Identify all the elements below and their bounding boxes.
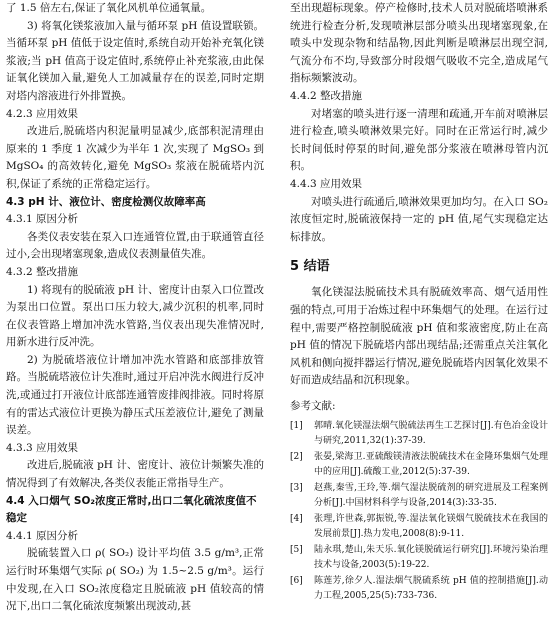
reference-number: [5] xyxy=(290,545,303,556)
reference-item xyxy=(290,450,548,479)
reference-text: 陆永琪,楚山,朱天乐.氧化镁脱硫运行研究[J].环境污染治理技术与设备,2003(5):19-22. xyxy=(314,545,548,570)
reference-number: [3] xyxy=(290,483,303,494)
paragraph: 对喷头进行疏通后,喷淋效果更加均匀。在入口 SO₂浓度恒定时,脱硫液保持一定的 pH 值,尾气实现稳定达标排放。 xyxy=(290,195,548,243)
reference-number: [1] xyxy=(290,421,303,432)
reference-text: 陈莲芳,徐夕人.湿法烟气脱硫系统 pH 值的控制措施[J].动力工程,2005,25(5):733-736. xyxy=(314,576,548,601)
reference-number: [2] xyxy=(290,452,303,463)
subsection-heading: 4.4.2 整改措施 xyxy=(290,89,363,102)
paragraph: 2) 为脱硫塔液位计增加冲洗水管路和底部排放管路。当脱硫塔液位计失准时,通过开启冲洗水阀进行反冲洗,或通过打开液位计底部连通管废排阀排液。同时将原有的雷达式液位计更换为静压式压差液位计,避免了测量误差。 xyxy=(6,353,264,437)
subsection-heading: 4.3.2 整改措施 xyxy=(6,265,79,278)
paragraph: 改进后,脱硫塔内积泥量明显减少,底部积泥清理由原来的 1 季度 1 次减少为半年 1 次,实现了 MgSO₃ 到 MgSO₄ 的高效转化,避免 MgSO₃ 浆液在脱硫塔内沉积,保证了系统的正常稳定运行。 xyxy=(6,125,264,190)
paragraph: 对堵塞的喷头进行逐一清理和疏通,开车前对喷淋层进行检查,喷头喷淋效果完好。同时在正常运行时,减少长时间低时停泵的时间,避免部分浆液在喷淋母管内沉积。 xyxy=(290,107,548,173)
reference-text: 赵燕,秦雪,王玲,等.烟气湿法脱硫剂的研究进展及工程案例分析[J].中国材料科学与设备,2014(3):33-35. xyxy=(314,483,548,508)
reference-number: [6] xyxy=(290,576,303,587)
section-heading: 4.4 入口烟气 SO₂浓度正常时,出口二氧化硫浓度值不稳定 xyxy=(6,494,257,525)
reference-text: 张理,许世森,郭振锐,等.湿法氧化镁烟气脱硫技术在我国的发展前景[J].热力发电,2008(8):9-11. xyxy=(314,514,548,539)
left-column xyxy=(6,0,264,616)
subsection-heading: 4.4.1 原因分析 xyxy=(6,529,79,542)
paragraph: 至出现超标现象。停产检修时,技术人员对脱硫塔喷淋系统进行检查分析,发现喷淋层部分喷头出现堵塞现象,在喷头中发现杂物和结晶物,因此判断是喷淋层出现空洞,气流分布不均,导致部分时段烟气吸收不完全,造成尾气指标频繁波动。 xyxy=(290,2,548,85)
reference-item xyxy=(290,481,548,510)
reference-number: [4] xyxy=(290,514,303,525)
reference-text: 郭晴.氧化镁湿法烟气脱硫法再生工艺探讨[J].有色冶金设计与研究,2011,32(1):37-39. xyxy=(314,421,548,446)
subsection-heading: 4.2.3 应用效果 xyxy=(6,107,79,120)
references-list xyxy=(290,419,548,603)
subsection-heading: 4.3.1 原因分析 xyxy=(6,213,79,226)
subsection-heading: 4.4.3 应用效果 xyxy=(290,177,363,190)
subsection-heading: 4.3.3 应用效果 xyxy=(6,441,79,454)
references-title: 参考文献: xyxy=(290,399,336,412)
paragraph: 氧化镁湿法脱硫技术具有脱硫效率高、烟气适用性强的特点,可用于冶炼过程中环集烟气的处理。在运行过程中,需要严格控制脱硫液 pH 值和浆液密度,防止在高 pH 值的情况下脱硫塔内部出现结晶;还需重点关注氧化风机和侧向搅拌器运行情况,避免脱硫塔内因氧化效果不好而造成结晶和沉积现象。 xyxy=(290,286,548,387)
paragraph: 3) 将氧化镁浆液加入量与循环泵 pH 值设置联锁。当循环泵 pH 值低于设定值时,系统自动开始补充氧化镁浆液;当 pH 值高于设定值时,系统停止补充浆液,由此保证氧化镁加入量,避免人工加减量存在的误差,同时定期对塔内溶液进行外排置换。 xyxy=(6,19,264,102)
paragraph: 了 1.5 倍左右,保证了氧化风机单位通氧量。 xyxy=(6,2,212,14)
reference-item xyxy=(290,419,548,448)
right-column xyxy=(290,0,548,605)
paragraph: 1) 将现有的脱硫液 pH 计、密度计由泵入口位置改为泵出口位置。泵出口压力较大,减少沉积的机率,同时在仪表管路上增加冲洗水管路,当仪表出现失准情况时,用新水进行反冲洗。 xyxy=(6,283,264,349)
reference-item xyxy=(290,574,548,603)
reference-text: 张晏,梁海卫.亚硫酸镁清液法脱硫技术在金隆环集烟气处理中的应用[J].硫酸工业,2012(5):37-39. xyxy=(314,452,548,477)
conclusion-heading: 5 结语 xyxy=(290,259,330,275)
reference-item xyxy=(290,512,548,541)
section-heading: 4.3 pH 计、液位计、密度检测仪故障率高 xyxy=(6,195,206,208)
paragraph: 脱硫装置入口 ρ( SO₂) 设计平均值 3.5 g/m³,正常运行时环集烟气实际 ρ( SO₂) 为 1.5~2.5 g/m³。运行中发现,在入口 SO₂浓度稳定且脱硫液 pH 值较高的情况下,出口二氧化硫浓度频繁出现波动,甚 xyxy=(6,547,264,613)
paragraph: 各类仪表安装在泵入口连通管位置,由于联通管直径过小,会出现堵塞现象,造成仪表测量值失准。 xyxy=(6,230,264,261)
reference-item xyxy=(290,543,548,572)
paragraph: 改进后,脱硫液 pH 计、密度计、液位计频繁失准的情况得到了有效解决,各类仪表能正常指导生产。 xyxy=(6,459,264,490)
